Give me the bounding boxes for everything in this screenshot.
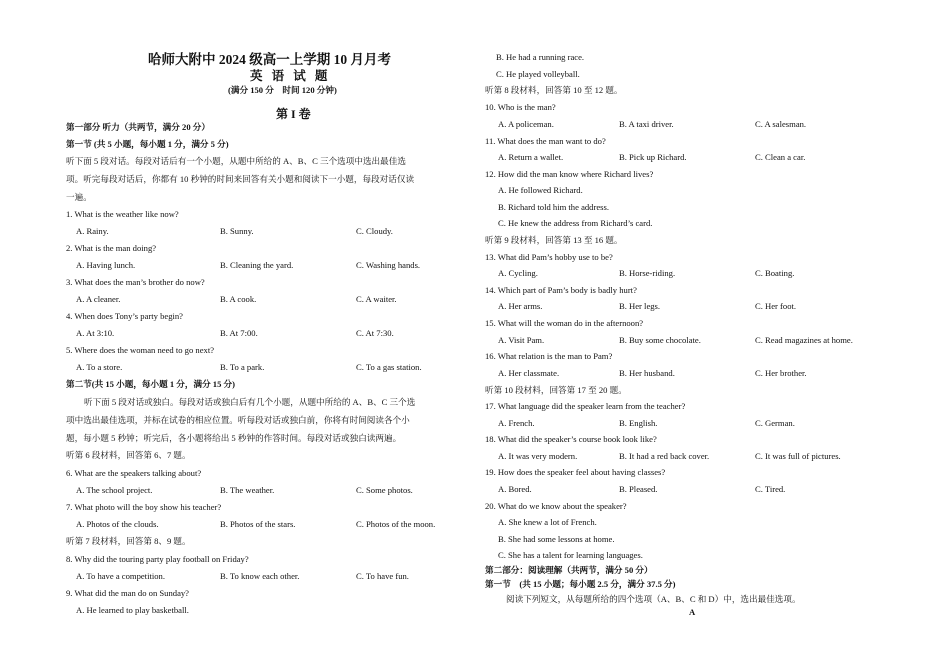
option-c: C. She has a talent for learning languages. (498, 550, 643, 560)
question-stem: 20. What do we know about the speaker? (485, 501, 627, 511)
option-a: A. At 3:10. (76, 328, 115, 338)
option-a: A. Return a wallet. (498, 152, 564, 162)
option-a: A. Her classmate. (498, 368, 560, 378)
option-a: A. Rainy. (76, 226, 109, 236)
option-b: B. He had a running race. (496, 52, 585, 62)
option-b: B. To know each other. (220, 571, 300, 581)
question-stem: 11. What does the man want to do? (485, 136, 606, 146)
question-stem: 15. What will the woman do in the afternoon? (485, 318, 644, 328)
option-a: A. Visit Pam. (498, 335, 545, 345)
option-c: C. It was full of pictures. (755, 451, 841, 461)
question-stem: 1. What is the weather like now? (66, 209, 179, 219)
option-a: A. The school project. (76, 485, 153, 495)
option-c: C. To have fun. (356, 571, 409, 581)
instruction-line: 听下面 5 段对话。每段对话后有一个小题，从题中所给的 A、B、C 三个选项中选出最佳选 (66, 156, 406, 166)
option-b: B. English. (619, 418, 658, 428)
option-c: C. He played volleyball. (496, 69, 580, 79)
material-note: 听第 10 段材料，回答第 17 至 20 题。 (485, 385, 627, 395)
question-stem: 18. What did the speaker’s course book look like? (485, 434, 657, 444)
part1-title: 第一部分 听力（共两节，满分 20 分） (66, 122, 210, 132)
option-a: A. A cleaner. (76, 294, 121, 304)
option-a: A. French. (498, 418, 535, 428)
option-c: C. Tired. (755, 484, 786, 494)
option-c: C. A salesman. (755, 119, 807, 129)
option-c: C. He knew the address from Richard’s card. (498, 218, 653, 228)
question-stem: 16. What relation is the man to Pam? (485, 351, 613, 361)
part1-section1-title: 第一节 (共 5 小题，每小题 1 分，满分 5 分) (66, 139, 229, 149)
volume-heading: 第 I 卷 (276, 107, 311, 121)
option-c: C. Some photos. (356, 485, 413, 495)
option-b: B. Her legs. (619, 301, 661, 311)
option-b: B. Horse-riding. (619, 268, 676, 278)
question-stem: 13. What did Pam’s hobby use to be? (485, 252, 613, 262)
option-b: B. A cook. (220, 294, 257, 304)
question-stem: 12. How did the man know where Richard lives? (485, 169, 654, 179)
option-c: C. Her brother. (755, 368, 807, 378)
option-a: A. Photos of the clouds. (76, 519, 159, 529)
part2-instruction: 阅读下列短文，从每题所给的四个选项（A、B、C 和 D）中，选出最佳选项。 (506, 594, 801, 604)
option-a: A. To have a competition. (76, 571, 165, 581)
option-a: A. Her arms. (498, 301, 543, 311)
option-b: B. Sunny. (220, 226, 254, 236)
material-note: 听第 8 段材料，回答第 10 至 12 题。 (485, 85, 623, 95)
option-b: B. The weather. (220, 485, 275, 495)
question-stem: 7. What photo will the boy show his teacher? (66, 502, 222, 512)
option-c: C. Cloudy. (356, 226, 393, 236)
option-b: B. Her husband. (619, 368, 675, 378)
option-c: C. A waiter. (356, 294, 397, 304)
option-a: A. Bored. (498, 484, 532, 494)
instruction-line: 项中选出最佳选项，并标在试卷的相应位置。听每段对话或独白前，你将有时间阅读各个小 (66, 415, 410, 425)
option-c: C. Washing hands. (356, 260, 421, 270)
question-stem: 19. How does the speaker feel about having classes? (485, 467, 666, 477)
option-b: B. Buy some chocolate. (619, 335, 701, 345)
question-stem: 17. What language did the speaker learn from the teacher? (485, 401, 686, 411)
option-b: B. At 7:00. (220, 328, 258, 338)
exam-subject: 英 语 试 题 (250, 69, 331, 83)
option-a: A. To a store. (76, 362, 123, 372)
score-time: (满分 150 分 时间 120 分钟) (228, 85, 337, 95)
part2-section1-title: 第一节 (共 15 小题；每小题 2.5 分，满分 37.5 分) (485, 579, 676, 589)
question-stem: 8. Why did the touring party play football on Friday? (66, 554, 249, 564)
instruction-line: 听下面 5 段对话或独白。每段对话或独白后有几个小题，从题中所给的 A、B、C 三个选 (84, 397, 416, 407)
instruction-line: 一遍。 (66, 192, 92, 202)
option-c: C. Read magazines at home. (755, 335, 853, 345)
option-c: C. German. (755, 418, 795, 428)
question-stem: 10. Who is the man? (485, 102, 556, 112)
option-b: B. A taxi driver. (619, 119, 674, 129)
question-stem: 5. Where does the woman need to go next? (66, 345, 215, 355)
option-c: C. To a gas station. (356, 362, 422, 372)
instruction-line: 题，每小题 5 秒钟；听完后，各小题将给出 5 秒钟的作答时间。每段对话或独白读两遍。 (66, 433, 402, 443)
option-a: A. She knew a lot of French. (498, 517, 597, 527)
option-a: A. He followed Richard. (498, 185, 583, 195)
option-b: B. It had a red back cover. (619, 451, 710, 461)
option-c: C. Photos of the moon. (356, 519, 436, 529)
option-a: A. Cycling. (498, 268, 538, 278)
passage-label: A (689, 607, 696, 617)
option-b: B. Cleaning the yard. (220, 260, 294, 270)
option-c: C. At 7:30. (356, 328, 394, 338)
exam-title: 哈师大附中 2024 级高一上学期 10 月月考 (148, 52, 391, 67)
question-stem: 14. Which part of Pam’s body is badly hurt? (485, 285, 637, 295)
part2-title: 第二部分：阅读理解（共两节，满分 50 分） (485, 565, 653, 575)
option-c: C. Clean a car. (755, 152, 806, 162)
option-a: A. A policeman. (498, 119, 554, 129)
option-b: B. Richard told him the address. (498, 202, 609, 212)
option-a: A. It was very modern. (498, 451, 578, 461)
material-note: 听第 7 段材料，回答第 8、9 题。 (66, 536, 191, 546)
option-b: B. Photos of the stars. (220, 519, 296, 529)
instruction-line: 项。听完每段对话后，你都有 10 秒钟的时间来回答有关小题和阅读下一小题，每段对话仅读 (66, 174, 415, 184)
option-c: C. Her foot. (755, 301, 797, 311)
option-a: A. He learned to play basketball. (76, 605, 189, 615)
question-stem: 6. What are the speakers talking about? (66, 468, 202, 478)
material-note: 听第 9 段材料，回答第 13 至 16 题。 (485, 235, 623, 245)
option-c: C. Boating. (755, 268, 795, 278)
question-stem: 2. What is the man doing? (66, 243, 157, 253)
option-b: B. Pick up Richard. (619, 152, 687, 162)
question-stem: 3. What does the man’s brother do now? (66, 277, 205, 287)
question-stem: 9. What did the man do on Sunday? (66, 588, 189, 598)
material-note: 听第 6 段材料，回答第 6、7 题。 (66, 450, 191, 460)
option-b: B. To a park. (220, 362, 265, 372)
part1-section2-title: 第二节(共 15 小题，每小题 1 分，满分 15 分) (66, 379, 236, 389)
option-a: A. Having lunch. (76, 260, 136, 270)
option-b: B. She had some lessons at home. (498, 534, 615, 544)
question-stem: 4. When does Tony’s party begin? (66, 311, 183, 321)
option-b: B. Pleased. (619, 484, 658, 494)
